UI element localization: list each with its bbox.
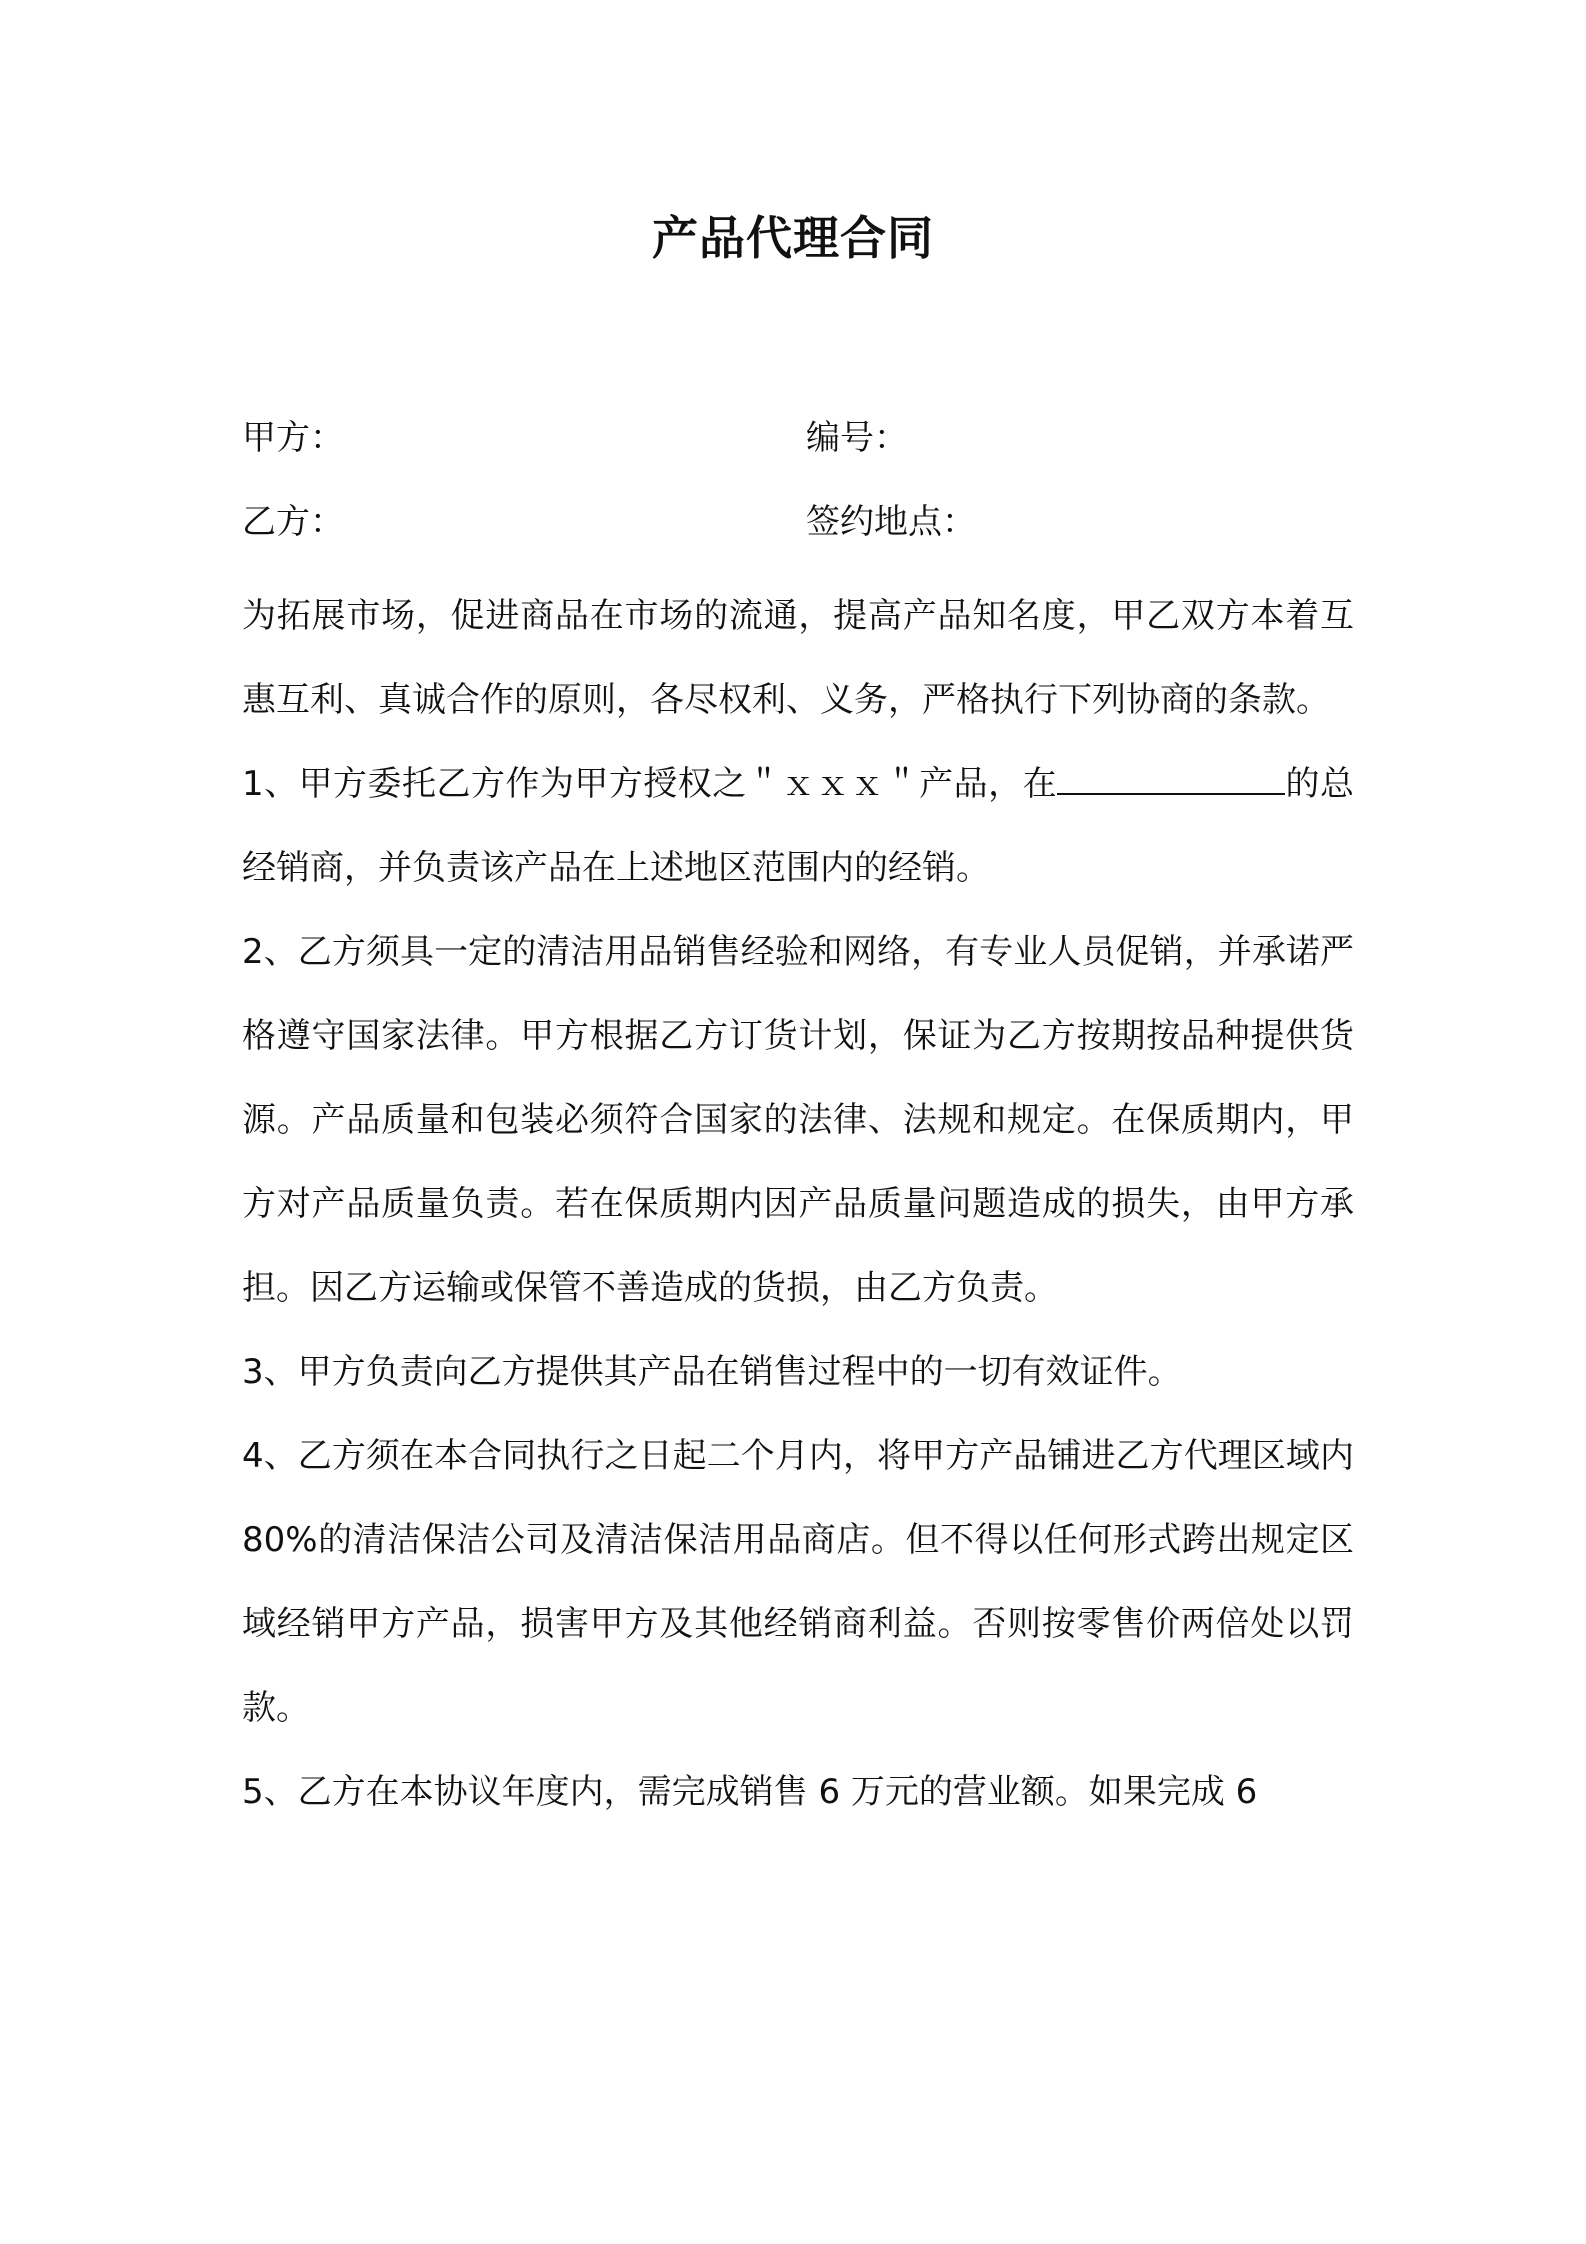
party-b-label: 乙方：: [242, 502, 344, 542]
clause-3: 3、甲方负责向乙方提供其产品在销售过程中的一切有效证件。: [242, 1352, 1182, 1392]
clause-1: [242, 742, 1354, 910]
document-title: 产品代理合同: [652, 211, 934, 265]
contract-no-label: 编号：: [806, 418, 908, 458]
region-blank-line: [1057, 759, 1285, 795]
meta-row-party-a: [242, 408, 1352, 468]
signing-place-label: 签约地点：: [806, 502, 976, 542]
clause-1-before: 1、甲方委托乙方作为甲方授权之＂ｘｘｘ＂产品，在: [242, 764, 1058, 804]
intro-paragraph: 为拓展市场，促进商品在市场的流通，提高产品知名度，甲乙双方本着互惠互利、真诚合作的原则，各尽权利、义务，严格执行下列协商的条款。: [242, 596, 1354, 720]
clause-2: 2、乙方须具一定的清洁用品销售经验和网络，有专业人员促销，并承诺严格遵守国家法律。甲方根据乙方订货计划，保证为乙方按期按品种提供货源。产品质量和包装必须符合国家的法律、法规和规定。在保质期内，甲方对产品质量负责。若在保质期内因产品质量问题造成的损失，由甲方承担。因乙方运输或保管不善造成的货损，由乙方负责。: [242, 932, 1354, 1308]
contract-body: [242, 574, 1354, 1834]
party-a-label: 甲方：: [242, 418, 344, 458]
clause-1-after: 的总经销商，并负责该产品在上述地区范围内的经销。: [242, 764, 1354, 888]
meta-row-party-b: [242, 492, 1352, 552]
clause-4: 4、乙方须在本合同执行之日起二个月内，将甲方产品铺进乙方代理区域内 80%的清洁保洁公司及清洁保洁用品商店。但不得以任何形式跨出规定区域经销甲方产品，损害甲方及其他经销商利益。否则按零售价两倍处以罚款。: [242, 1436, 1354, 1728]
clause-5: 5、乙方在本协议年度内，需完成销售 6 万元的营业额。如果完成 6: [242, 1772, 1258, 1812]
